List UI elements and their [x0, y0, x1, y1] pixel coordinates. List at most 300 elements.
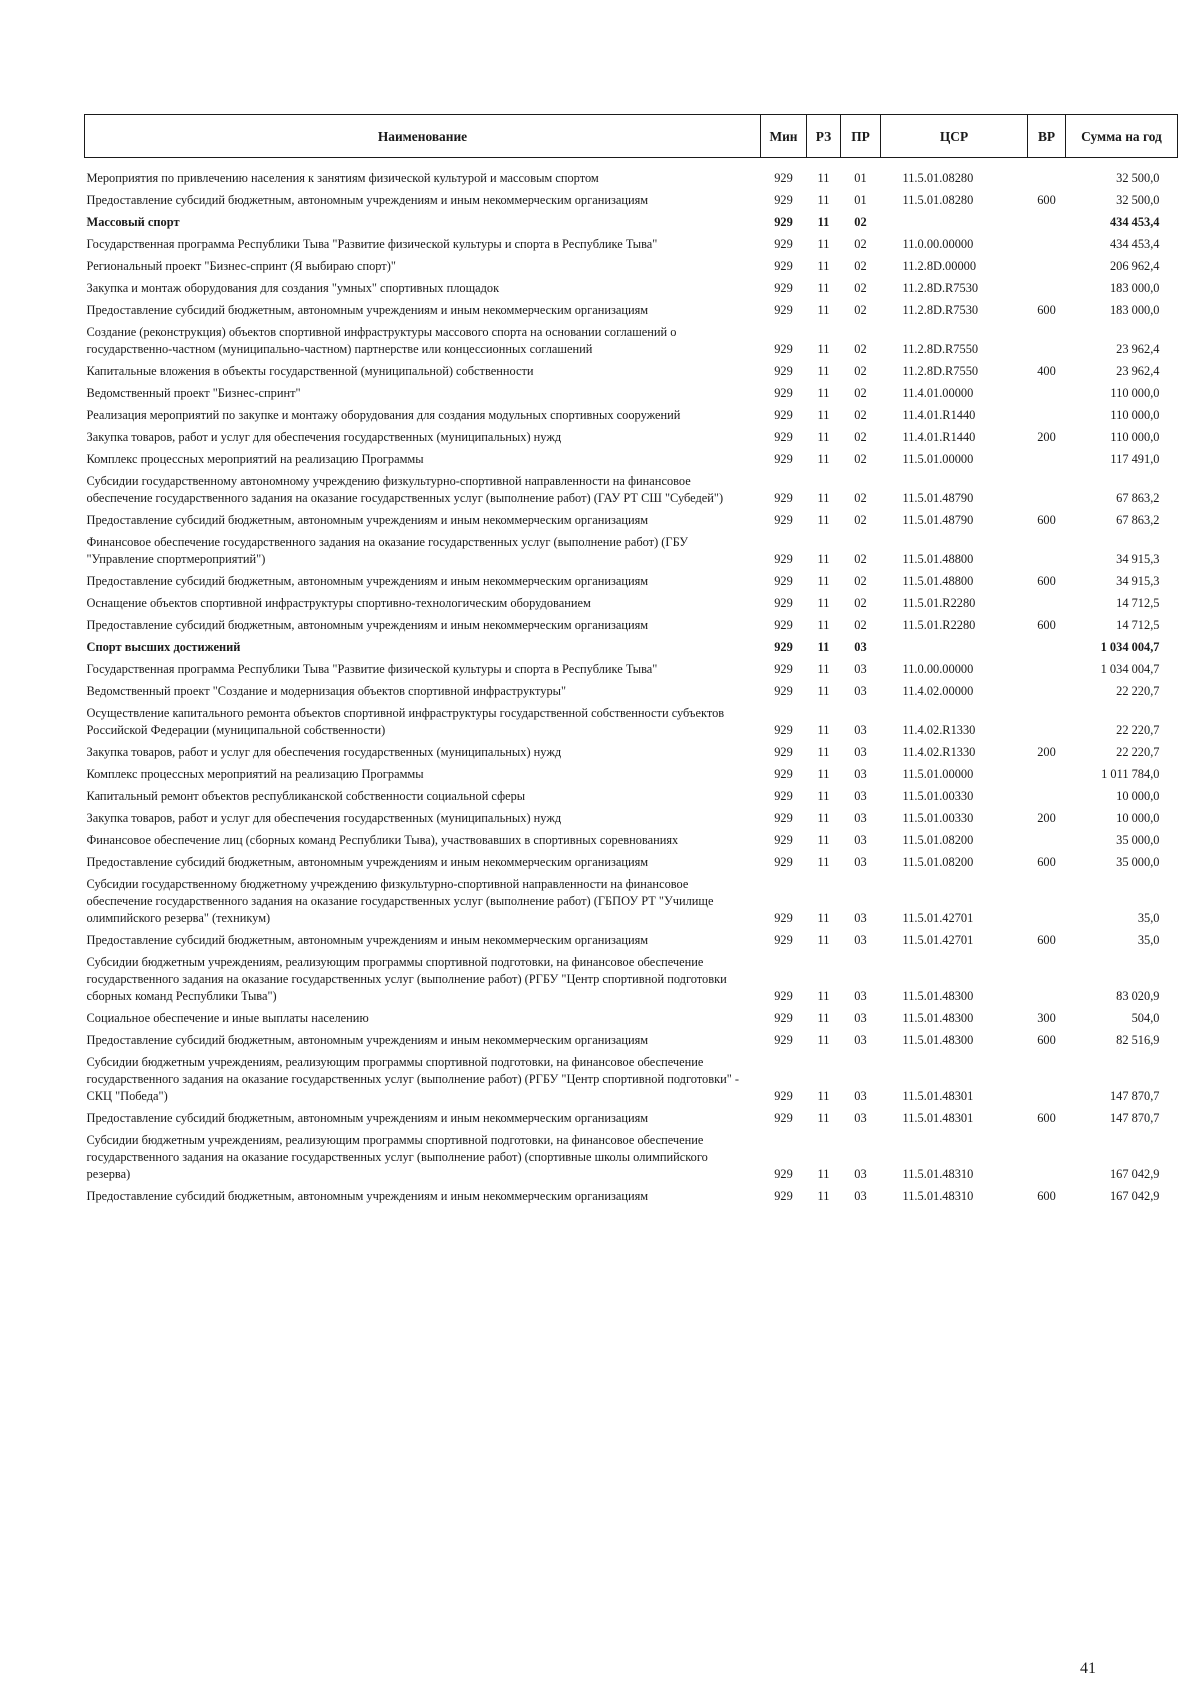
cell-rz: 11 [817, 662, 830, 676]
cell-min: 929 [774, 618, 793, 632]
cell-vr: 200 [1037, 430, 1056, 444]
cell-csr: 11.5.01.48790 [902, 513, 974, 527]
cell-sum: 147 870,7 [1109, 1089, 1160, 1103]
cell-min: 929 [774, 855, 793, 869]
cell-vr: 600 [1037, 303, 1056, 317]
cell-pr: 02 [854, 386, 867, 400]
cell-sum: 206 962,4 [1109, 259, 1160, 273]
cell-rz: 11 [817, 933, 830, 947]
cell-min: 929 [774, 281, 793, 295]
cell-min: 929 [774, 1111, 793, 1125]
cell-pr: 03 [854, 1167, 867, 1181]
cell-pr: 03 [854, 989, 867, 1003]
cell-csr: 11.2.8D.00000 [902, 259, 977, 273]
cell-rz: 11 [817, 342, 830, 356]
header-pr: ПР [841, 115, 881, 158]
cell-name: Комплекс процессных мероприятий на реализацию Программы [86, 452, 424, 466]
cell-rz: 11 [817, 552, 830, 566]
table-row [85, 614, 1178, 636]
cell-pr: 02 [854, 430, 867, 444]
cell-sum: 35,0 [1137, 911, 1160, 925]
cell-csr: 11.5.01.00000 [902, 767, 974, 781]
cell-pr: 03 [854, 1189, 867, 1203]
cell-name: Предоставление субсидий бюджетным, автономным учреждениям и иным некоммерческим организациям [86, 618, 649, 632]
cell-pr: 02 [854, 237, 867, 251]
cell-csr: 11.5.01.48301 [902, 1111, 974, 1125]
cell-vr [1028, 951, 1066, 1007]
cell-name: Массовый спорт [86, 215, 180, 229]
cell-name: Мероприятия по привлечению населения к занятиям физической культурой и массовым спортом [86, 171, 599, 185]
cell-vr [1028, 785, 1066, 807]
cell-vr [1028, 211, 1066, 233]
cell-min: 929 [774, 452, 793, 466]
cell-rz: 11 [817, 723, 830, 737]
cell-pr: 01 [854, 193, 867, 207]
table-row [85, 1185, 1178, 1207]
cell-min: 929 [774, 215, 793, 229]
cell-name: Осуществление капитального ремонта объектов спортивной инфраструктуры государственной собственности субъектов Российской Федерации (муниципальной собственности) [86, 706, 725, 737]
cell-min: 929 [774, 303, 793, 317]
cell-name: Предоставление субсидий бюджетным, автономным учреждениям и иным некоммерческим организациям [86, 1189, 649, 1203]
cell-pr: 03 [854, 662, 867, 676]
cell-pr: 02 [854, 364, 867, 378]
table-row [85, 680, 1178, 702]
cell-vr: 600 [1037, 1033, 1056, 1047]
table-row [85, 255, 1178, 277]
cell-vr [1028, 763, 1066, 785]
cell-sum: 67 863,2 [1116, 513, 1160, 527]
cell-rz: 11 [817, 811, 830, 825]
cell-min: 929 [774, 1011, 793, 1025]
cell-rz: 11 [817, 386, 830, 400]
cell-name: Субсидии бюджетным учреждениям, реализующим программы спортивной подготовки, на финансовое обеспечение государственного задания на оказание государственных услуг (выполнение работ) (РГБУ "Центр спортивной подготовки" - СКЦ "Победа") [86, 1055, 740, 1103]
cell-name: Закупка и монтаж оборудования для создания "умных" спортивных площадок [86, 281, 500, 295]
cell-min: 929 [774, 662, 793, 676]
cell-name: Финансовое обеспечение государственного задания на оказание государственных услуг (выполнение работ) (ГБУ "Управление спортмероприятий") [86, 535, 689, 566]
cell-csr: 11.5.01.08200 [902, 855, 974, 869]
cell-name: Субсидии государственному автономному учреждению физкультурно-спортивной направленности на финансовое обеспечение государственного задания на оказание государственных услуг (выполнение работ) (ГАУ РТ СШ "Субедей") [86, 474, 724, 505]
cell-csr: 11.5.01.48310 [902, 1167, 974, 1181]
cell-name: Ведомственный проект "Бизнес-спринт" [86, 386, 301, 400]
cell-min: 929 [774, 408, 793, 422]
cell-pr: 02 [854, 452, 867, 466]
table-row [85, 1051, 1178, 1107]
cell-csr: 11.5.01.48800 [902, 552, 974, 566]
table-row [85, 807, 1178, 829]
cell-min: 929 [774, 596, 793, 610]
cell-vr: 600 [1037, 574, 1056, 588]
cell-sum: 35,0 [1137, 933, 1160, 947]
cell-sum: 110 000,0 [1110, 430, 1160, 444]
cell-rz: 11 [817, 855, 830, 869]
table-row [85, 233, 1178, 255]
cell-name: Предоставление субсидий бюджетным, автономным учреждениям и иным некоммерческим организациям [86, 513, 649, 527]
cell-csr: 11.2.8D.R7550 [902, 342, 979, 356]
table-row [85, 448, 1178, 470]
cell-vr [1028, 1129, 1066, 1185]
cell-sum: 35 000,0 [1116, 855, 1160, 869]
cell-rz: 11 [817, 430, 830, 444]
cell-name: Закупка товаров, работ и услуг для обеспечения государственных (муниципальных) нужд [86, 811, 562, 825]
cell-sum: 434 453,4 [1109, 237, 1160, 251]
cell-csr: 11.5.01.42701 [902, 911, 974, 925]
table-row [85, 158, 1178, 190]
cell-sum: 1 034 004,7 [1100, 662, 1160, 676]
cell-name: Предоставление субсидий бюджетным, автономным учреждениям и иным некоммерческим организациям [86, 303, 649, 317]
table-row [85, 426, 1178, 448]
table-row [85, 360, 1178, 382]
table-row [85, 851, 1178, 873]
cell-csr: 11.4.02.R1330 [902, 723, 976, 737]
cell-csr: 11.5.01.08280 [902, 171, 974, 185]
cell-sum: 22 220,7 [1116, 684, 1160, 698]
table-row [85, 189, 1178, 211]
cell-sum: 434 453,4 [1109, 215, 1160, 229]
table-row [85, 592, 1178, 614]
cell-rz: 11 [817, 513, 830, 527]
cell-csr: 11.5.01.48300 [902, 989, 974, 1003]
cell-vr [1028, 448, 1066, 470]
cell-min: 929 [774, 640, 793, 654]
cell-pr: 03 [854, 855, 867, 869]
cell-name: Комплекс процессных мероприятий на реализацию Программы [86, 767, 424, 781]
cell-rz: 11 [817, 745, 830, 759]
cell-csr: 11.5.01.48310 [902, 1189, 974, 1203]
cell-pr: 02 [854, 574, 867, 588]
cell-vr [1028, 636, 1066, 658]
cell-min: 929 [774, 171, 793, 185]
cell-sum: 14 712,5 [1116, 596, 1160, 610]
cell-csr: 11.0.00.00000 [902, 237, 974, 251]
cell-rz: 11 [817, 1111, 830, 1125]
cell-csr: 11.4.01.00000 [902, 386, 974, 400]
cell-name: Предоставление субсидий бюджетным, автономным учреждениям и иным некоммерческим организациям [86, 1111, 649, 1125]
cell-name: Субсидии государственному бюджетному учреждению физкультурно-спортивной направленности на финансовое обеспечение государственного задания на оказание государственных услуг (выполнение работ) (ГБПОУ РТ "Училище олимпийского резерва" (техникум) [86, 877, 714, 925]
cell-rz: 11 [817, 767, 830, 781]
table-row [85, 873, 1178, 929]
cell-pr: 03 [854, 911, 867, 925]
cell-rz: 11 [817, 408, 830, 422]
table-row [85, 382, 1178, 404]
cell-csr: 11.5.01.48790 [902, 491, 974, 505]
cell-sum: 32 500,0 [1116, 171, 1160, 185]
cell-min: 929 [774, 911, 793, 925]
cell-sum: 183 000,0 [1109, 281, 1160, 295]
cell-pr: 02 [854, 491, 867, 505]
cell-pr: 02 [854, 596, 867, 610]
cell-sum: 167 042,9 [1109, 1167, 1160, 1181]
cell-name: Финансовое обеспечение лиц (сборных команд Республики Тыва), участвовавших в спортивных соревнованиях [86, 833, 679, 847]
cell-vr: 300 [1037, 1011, 1056, 1025]
table-row [85, 929, 1178, 951]
cell-name: Ведомственный проект "Создание и модернизация объектов спортивной инфраструктуры" [86, 684, 567, 698]
budget-table [84, 114, 1178, 1207]
cell-pr: 03 [854, 1111, 867, 1125]
cell-vr: 400 [1037, 364, 1056, 378]
cell-rz: 11 [817, 193, 830, 207]
page-number: 41 [1080, 1660, 1096, 1677]
table-row [85, 702, 1178, 741]
cell-vr [1028, 470, 1066, 509]
table-row [85, 321, 1178, 360]
cell-vr [1028, 382, 1066, 404]
table-row [85, 570, 1178, 592]
table-row [85, 829, 1178, 851]
cell-pr: 02 [854, 552, 867, 566]
cell-csr: 11.2.8D.R7530 [902, 281, 979, 295]
cell-sum: 117 491,0 [1110, 452, 1160, 466]
table-row [85, 509, 1178, 531]
cell-name: Субсидии бюджетным учреждениям, реализующим программы спортивной подготовки, на финансовое обеспечение государственного задания на оказание государственных услуг (выполнение работ) (спортивные школы олимпийского резерва) [86, 1133, 708, 1181]
cell-name: Региональный проект "Бизнес-спринт (Я выбираю спорт)" [86, 259, 396, 273]
table-row [85, 299, 1178, 321]
cell-sum: 147 870,7 [1109, 1111, 1160, 1125]
cell-rz: 11 [817, 1089, 830, 1103]
cell-name: Государственная программа Республики Тыва "Развитие физической культуры и спорта в Республике Тыва" [86, 662, 658, 676]
cell-min: 929 [774, 491, 793, 505]
cell-rz: 11 [817, 259, 830, 273]
cell-name: Закупка товаров, работ и услуг для обеспечения государственных (муниципальных) нужд [86, 430, 562, 444]
table-row [85, 1107, 1178, 1129]
cell-vr: 600 [1037, 855, 1056, 869]
cell-name: Спорт высших достижений [86, 640, 241, 654]
cell-sum: 183 000,0 [1109, 303, 1160, 317]
table-row [85, 658, 1178, 680]
cell-sum: 34 915,3 [1116, 552, 1160, 566]
cell-rz: 11 [817, 684, 830, 698]
cell-csr: 11.5.01.48300 [902, 1033, 974, 1047]
cell-min: 929 [774, 1189, 793, 1203]
table-row [85, 951, 1178, 1007]
header-min: Мин [761, 115, 807, 158]
cell-min: 929 [774, 684, 793, 698]
cell-rz: 11 [817, 237, 830, 251]
cell-min: 929 [774, 989, 793, 1003]
cell-csr: 11.2.8D.R7530 [902, 303, 979, 317]
table-row [85, 470, 1178, 509]
cell-csr [881, 211, 1028, 233]
cell-csr: 11.5.01.R2280 [902, 596, 976, 610]
cell-min: 929 [774, 789, 793, 803]
cell-csr: 11.5.01.00000 [902, 452, 974, 466]
cell-min: 929 [774, 430, 793, 444]
cell-min: 929 [774, 811, 793, 825]
cell-csr: 11.5.01.48301 [902, 1089, 974, 1103]
cell-rz: 11 [817, 911, 830, 925]
cell-vr: 200 [1037, 811, 1056, 825]
cell-sum: 23 962,4 [1116, 364, 1160, 378]
table-row [85, 404, 1178, 426]
cell-sum: 10 000,0 [1116, 811, 1160, 825]
cell-pr: 03 [854, 1089, 867, 1103]
cell-name: Закупка товаров, работ и услуг для обеспечения государственных (муниципальных) нужд [86, 745, 562, 759]
cell-pr: 03 [854, 833, 867, 847]
cell-min: 929 [774, 767, 793, 781]
cell-vr [1028, 158, 1066, 190]
cell-vr: 200 [1037, 745, 1056, 759]
header-sum: Сумма на год [1066, 115, 1178, 158]
cell-min: 929 [774, 386, 793, 400]
table-row [85, 211, 1178, 233]
cell-sum: 167 042,9 [1109, 1189, 1160, 1203]
cell-rz: 11 [817, 989, 830, 1003]
cell-pr: 02 [854, 342, 867, 356]
cell-sum: 82 516,9 [1116, 1033, 1160, 1047]
cell-vr [1028, 680, 1066, 702]
table-row [85, 1007, 1178, 1029]
cell-sum: 14 712,5 [1116, 618, 1160, 632]
cell-min: 929 [774, 193, 793, 207]
cell-csr: 11.5.01.08280 [902, 193, 974, 207]
cell-name: Социальное обеспечение и иные выплаты населению [86, 1011, 369, 1025]
cell-pr: 02 [854, 259, 867, 273]
cell-min: 929 [774, 342, 793, 356]
cell-sum: 110 000,0 [1110, 386, 1160, 400]
cell-min: 929 [774, 237, 793, 251]
cell-name: Оснащение объектов спортивной инфраструктуры спортивно-технологическим оборудованием [86, 596, 591, 610]
cell-vr [1028, 255, 1066, 277]
header-csr: ЦСР [881, 115, 1028, 158]
cell-vr: 600 [1037, 513, 1056, 527]
header-rz: РЗ [807, 115, 841, 158]
cell-vr [1028, 233, 1066, 255]
cell-pr: 02 [854, 281, 867, 295]
cell-vr [1028, 321, 1066, 360]
cell-min: 929 [774, 552, 793, 566]
cell-rz: 11 [817, 596, 830, 610]
cell-pr: 03 [854, 1011, 867, 1025]
cell-min: 929 [774, 1089, 793, 1103]
cell-pr: 03 [854, 811, 867, 825]
cell-vr [1028, 658, 1066, 680]
cell-pr: 03 [854, 1033, 867, 1047]
cell-vr: 600 [1037, 1189, 1056, 1203]
cell-csr: 11.5.01.42701 [902, 933, 974, 947]
cell-min: 929 [774, 513, 793, 527]
cell-min: 929 [774, 933, 793, 947]
cell-rz: 11 [817, 833, 830, 847]
cell-pr: 01 [854, 171, 867, 185]
cell-rz: 11 [817, 1011, 830, 1025]
table-row [85, 531, 1178, 570]
cell-csr: 11.4.02.R1330 [902, 745, 976, 759]
cell-pr: 03 [854, 767, 867, 781]
cell-vr: 600 [1037, 933, 1056, 947]
cell-rz: 11 [817, 452, 830, 466]
cell-rz: 11 [817, 574, 830, 588]
cell-rz: 11 [817, 618, 830, 632]
cell-csr: 11.5.01.R2280 [902, 618, 976, 632]
table-row [85, 741, 1178, 763]
cell-rz: 11 [817, 491, 830, 505]
table-row [85, 785, 1178, 807]
cell-pr: 02 [854, 303, 867, 317]
cell-csr: 11.5.01.08200 [902, 833, 974, 847]
cell-name: Предоставление субсидий бюджетным, автономным учреждениям и иным некоммерческим организациям [86, 193, 649, 207]
cell-csr: 11.5.01.48800 [902, 574, 974, 588]
cell-sum: 22 220,7 [1116, 723, 1160, 737]
cell-rz: 11 [817, 215, 830, 229]
cell-sum: 34 915,3 [1116, 574, 1160, 588]
cell-csr: 11.0.00.00000 [902, 662, 974, 676]
cell-pr: 03 [854, 640, 867, 654]
cell-min: 929 [774, 364, 793, 378]
cell-vr [1028, 277, 1066, 299]
cell-sum: 1 034 004,7 [1100, 640, 1160, 654]
cell-csr: 11.5.01.00330 [902, 811, 974, 825]
table-body [85, 158, 1178, 1208]
cell-name: Предоставление субсидий бюджетным, автономным учреждениям и иным некоммерческим организациям [86, 1033, 649, 1047]
cell-vr [1028, 592, 1066, 614]
cell-vr [1028, 829, 1066, 851]
cell-rz: 11 [817, 303, 830, 317]
cell-pr: 02 [854, 408, 867, 422]
cell-csr: 11.2.8D.R7550 [902, 364, 979, 378]
cell-pr: 02 [854, 618, 867, 632]
cell-sum: 1 011 784,0 [1101, 767, 1160, 781]
cell-sum: 504,0 [1131, 1011, 1160, 1025]
cell-vr [1028, 702, 1066, 741]
cell-rz: 11 [817, 1189, 830, 1203]
cell-vr [1028, 531, 1066, 570]
table-header [85, 115, 1178, 158]
cell-sum: 22 220,7 [1116, 745, 1160, 759]
table-row [85, 636, 1178, 658]
cell-vr: 600 [1037, 1111, 1056, 1125]
cell-sum: 83 020,9 [1116, 989, 1160, 1003]
cell-csr: 11.4.02.00000 [902, 684, 974, 698]
cell-rz: 11 [817, 281, 830, 295]
cell-name: Предоставление субсидий бюджетным, автономным учреждениям и иным некоммерческим организациям [86, 855, 649, 869]
cell-sum: 10 000,0 [1116, 789, 1160, 803]
table-row [85, 1129, 1178, 1185]
header-row [85, 115, 1178, 158]
header-vr: ВР [1028, 115, 1066, 158]
cell-name: Капитальные вложения в объекты государственной (муниципальной) собственности [86, 364, 534, 378]
table-row [85, 277, 1178, 299]
cell-min: 929 [774, 745, 793, 759]
cell-rz: 11 [817, 171, 830, 185]
cell-vr: 600 [1037, 193, 1056, 207]
cell-pr: 02 [854, 215, 867, 229]
table-row [85, 1029, 1178, 1051]
cell-name: Капитальный ремонт объектов республиканской собственности социальной сферы [86, 789, 526, 803]
header-name: Наименование [85, 115, 761, 158]
cell-name: Субсидии бюджетным учреждениям, реализующим программы спортивной подготовки, на финансовое обеспечение государственного задания на оказание государственных услуг (выполнение работ) (РГБУ "Центр спортивной подготовки сборных команд Республики Тыва") [86, 955, 727, 1003]
table-row [85, 763, 1178, 785]
cell-vr [1028, 1051, 1066, 1107]
cell-rz: 11 [817, 1167, 830, 1181]
cell-pr: 03 [854, 789, 867, 803]
cell-sum: 110 000,0 [1110, 408, 1160, 422]
cell-pr: 03 [854, 745, 867, 759]
cell-csr: 11.4.01.R1440 [902, 408, 976, 422]
cell-min: 929 [774, 723, 793, 737]
cell-csr: 11.4.01.R1440 [902, 430, 976, 444]
cell-pr: 03 [854, 933, 867, 947]
cell-rz: 11 [817, 1033, 830, 1047]
cell-min: 929 [774, 1167, 793, 1181]
cell-sum: 32 500,0 [1116, 193, 1160, 207]
cell-vr [1028, 873, 1066, 929]
cell-min: 929 [774, 1033, 793, 1047]
cell-pr: 02 [854, 513, 867, 527]
cell-pr: 03 [854, 684, 867, 698]
cell-min: 929 [774, 259, 793, 273]
cell-name: Предоставление субсидий бюджетным, автономным учреждениям и иным некоммерческим организациям [86, 933, 649, 947]
cell-min: 929 [774, 574, 793, 588]
cell-name: Создание (реконструкция) объектов спортивной инфраструктуры массового спорта на основании соглашений о государственно-частном (муниципально-частном) партнерстве или концессионных соглашений [86, 325, 677, 356]
